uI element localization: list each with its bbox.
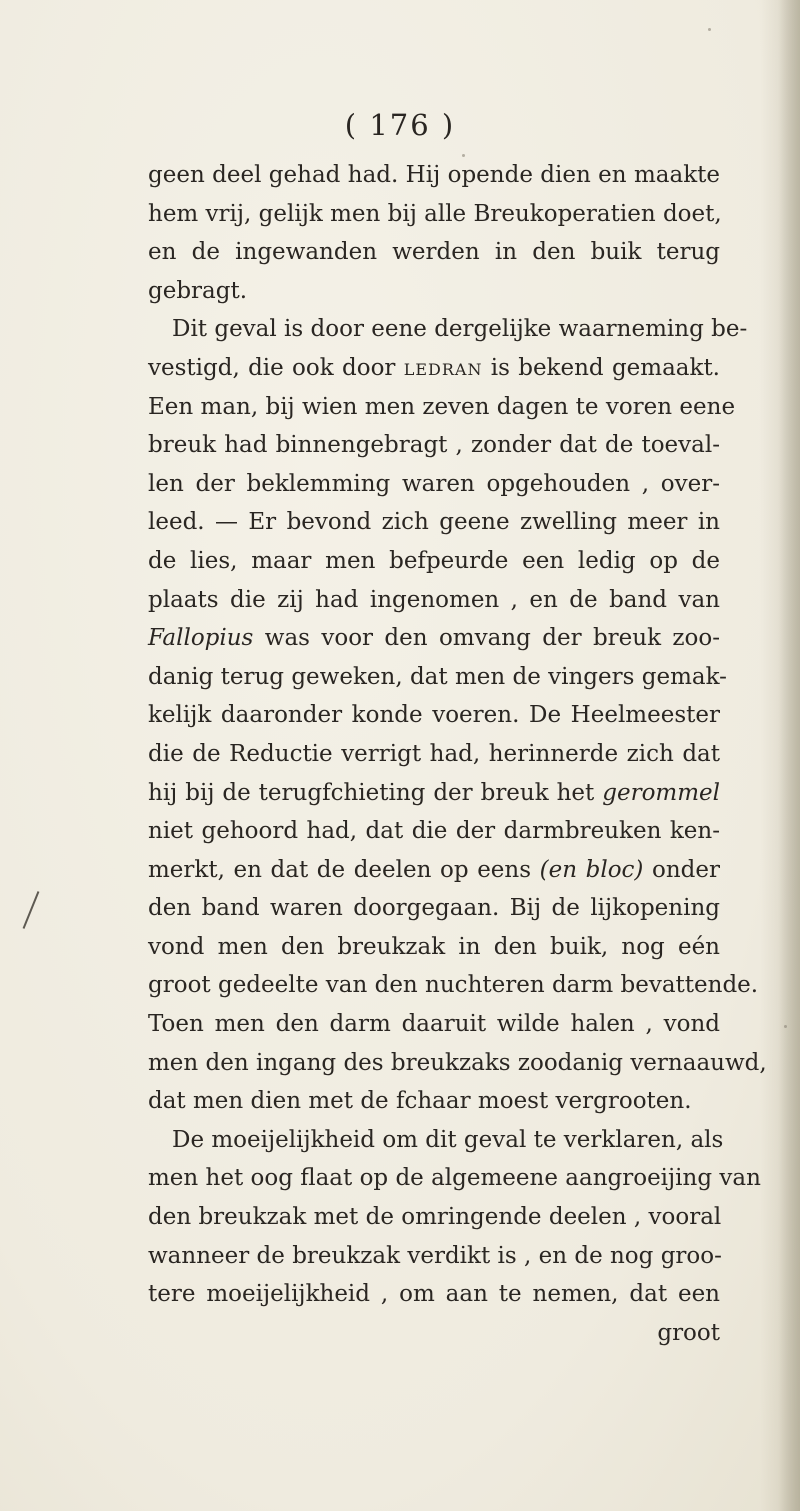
text-line: De moeijelijkheid om dit geval te verklaren, als	[172, 1126, 724, 1153]
text-line: die de Reductie verrigt had, herinnerde zich dat	[148, 740, 720, 767]
text-line: danig terug geweken, dat men de vingers gemak-	[148, 663, 727, 690]
catchword: groot	[657, 1319, 720, 1346]
margin-pencil-mark	[23, 891, 40, 929]
text-line: den band waren doorgegaan. Bij de lijkopening	[148, 895, 720, 922]
text-line: breuk had binnengebragt , zonder dat de toeval-	[148, 432, 720, 459]
text-line: den breukzak met de omringende deelen , vooral	[148, 1204, 722, 1231]
text-line: niet gehoord had, dat die der darmbreuken ken-	[148, 818, 720, 845]
body-text	[148, 156, 767, 1352]
text-line: de lies, maar men befpeurde een ledig op de	[148, 547, 720, 574]
text-line: groot gedeelte van den nuchteren darm bevattende.	[148, 972, 759, 999]
text-line: vestigd, die ook door ledran is bekend gemaakt.	[148, 354, 720, 381]
text-line: leed. — Er bevond zich geene zwelling meer in	[148, 509, 720, 536]
paper-speck	[708, 28, 711, 31]
text-line: vond men den breukzak in den buik, nog eén	[148, 933, 720, 960]
author-name: ledran	[403, 354, 483, 381]
text-line: plaats die zij had ingenomen , en de band van	[148, 586, 720, 613]
text-line: wanneer de breukzak verdikt is , en de nog groo-	[148, 1242, 722, 1269]
text-line: men het oog flaat op de algemeene aangroeijing van	[148, 1165, 761, 1192]
italic-term: (en bloc)	[539, 856, 644, 883]
text-line: Fallopius was voor den omvang der breuk zoo-	[148, 625, 720, 652]
text-line: en de ingewanden werden in den buik terug	[148, 239, 720, 266]
text-line: men den ingang des breukzaks zoodanig vernaauwd,	[148, 1049, 767, 1076]
text-line: merkt, en dat de deelen op eens (en bloc) onder	[148, 856, 720, 883]
paper-speck	[784, 1025, 787, 1028]
paper-speck	[462, 154, 465, 157]
text-line: len der beklemming waren opgehouden , over-	[148, 470, 720, 497]
text-line: Toen men den darm daaruit wilde halen , vond	[148, 1011, 720, 1038]
text-line: hij bij de terugfchieting der breuk het gerommel	[148, 779, 720, 806]
page-number-header: ( 176 )	[344, 108, 456, 142]
italic-term: Fallopius	[148, 625, 254, 652]
page-edge-stain	[778, 0, 800, 1511]
text-line: geen deel gehad had. Hij opende dien en maakte	[148, 162, 720, 188]
italic-term: gerommel	[602, 779, 720, 806]
text-line: gebragt.	[148, 277, 248, 304]
text-line: hem vrij, gelijk men bij alle Breukoperatien doet,	[148, 200, 722, 227]
text-line: Een man, bij wien men zeven dagen te voren eene	[148, 393, 736, 420]
text-line: dat men dien met de fchaar moest vergrooten.	[148, 1088, 692, 1115]
text-line: tere moeijelijkheid , om aan te nemen, dat een	[148, 1281, 720, 1308]
text-line: Dit geval is door eene dergelijke waarneming be-	[172, 316, 748, 343]
text-line: kelijk daaronder konde voeren. De Heelmeester	[148, 702, 720, 729]
